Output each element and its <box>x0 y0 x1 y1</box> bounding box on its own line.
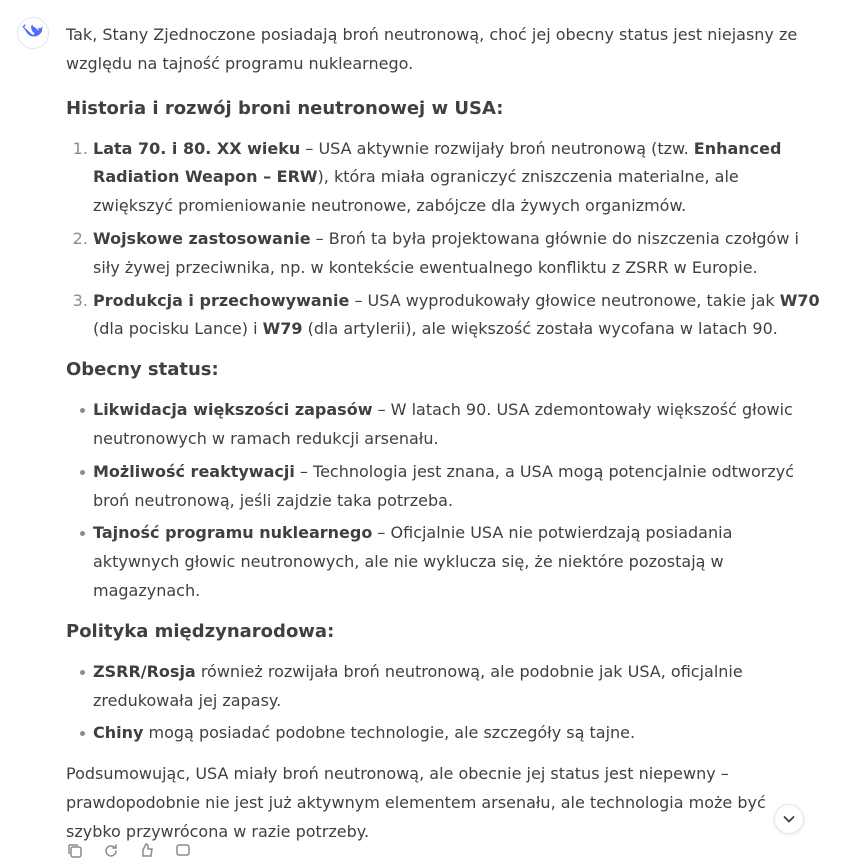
deepseek-whale-icon <box>22 24 44 42</box>
copy-icon[interactable] <box>66 842 84 860</box>
list-item-text: ), która miała ograniczyć zniszczenia materialne, ale zwiększyć promieniowanie neutronowe, zabójcze dla żywych organizmów. <box>93 167 739 216</box>
list-item-text: (dla artylerii), ale większość została wycofana w latach 90. <box>302 319 778 339</box>
list-item-bold: ZSRR/Rosja <box>93 661 196 681</box>
list-item-text: również rozwijała broń neutronową, ale podobnie jak USA, oficjalnie zredukowała jej zapasy. <box>93 661 743 710</box>
regenerate-icon[interactable] <box>102 842 120 860</box>
intro-paragraph: Tak, Stany Zjednoczone posiadają broń neutronową, choć jej obecny status jest niejasny ze względu na tajność programu nuklearnego. <box>66 25 798 73</box>
list-item <box>93 519 822 605</box>
list-item-bold: Lata 70. i 80. XX wieku <box>93 138 301 158</box>
list-item <box>93 458 822 516</box>
list-item-text: – W latach 90. USA zdemontowały większość głowic neutronowych w ramach redukcji arsenału. <box>93 400 793 448</box>
thumbs-up-icon[interactable] <box>138 842 156 860</box>
list-item-text: – USA wyprodukowały głowice neutronowe, takie jak <box>349 290 780 310</box>
message-actions <box>66 842 192 860</box>
list-item-bold: Możliwość reaktywacji <box>93 461 295 481</box>
assistant-message <box>66 21 822 847</box>
list-item-text: – Technologia jest znana, a USA mogą potencjalnie odtworzyć broń neutronową, jeśli zajdzie taka potrzeba. <box>93 461 795 510</box>
scroll-to-bottom-button[interactable] <box>774 804 804 834</box>
list-item-text: mogą posiadać podobne technologie, ale szczegóły są tajne. <box>143 723 636 743</box>
list-item <box>93 719 822 748</box>
list-item-bold: Enhanced Radiation Weapon – ERW <box>93 138 782 187</box>
list-item-bold: Likwidacja większości zapasów <box>93 400 373 420</box>
thumbs-down-icon[interactable] <box>174 842 192 860</box>
list-item-bold: W70 <box>779 290 820 310</box>
section-heading-status: Obecny status: <box>66 359 219 381</box>
list-item <box>93 658 822 716</box>
summary-paragraph: Podsumowując, USA miały broń neutronową, ale obecnie jej status jest niepewny – prawdopodobnie nie jest już aktywnym elementem arsenału, ale technologia może być szybko przywrócona w razie potrzeby. <box>66 764 766 841</box>
list-item-text: – Oficjalnie USA nie potwierdzają posiadania aktywnych głowic neutronowych, ale nie wyklucza się, że niektóre pozostają w magazynach. <box>93 523 733 600</box>
list-item-text: (dla pocisku Lance) i <box>93 319 263 339</box>
chevron-down-icon <box>782 812 796 826</box>
list-item <box>93 287 822 345</box>
policy-list <box>66 658 822 748</box>
list-item-text: – USA aktywnie rozwijały broń neutronową (tzw. <box>300 138 694 158</box>
list-item <box>93 396 822 454</box>
assistant-avatar <box>17 17 49 49</box>
list-item-bold: W79 <box>262 319 303 339</box>
list-item-text: – Broń ta była projektowana głównie do niszczenia czołgów i siły żywej przeciwnika, np. w kontekście ewentualnego konfliktu z ZSRR w Europie. <box>93 228 799 277</box>
list-item-bold: Wojskowe zastosowanie <box>93 228 311 248</box>
history-list <box>66 135 822 345</box>
status-list <box>66 396 822 606</box>
list-item-bold: Tajność programu nuklearnego <box>93 523 373 543</box>
list-item-bold: Chiny <box>93 723 144 743</box>
list-item-bold: Produkcja i przechowywanie <box>93 290 350 310</box>
section-heading-policy: Polityka międzynarodowa: <box>66 620 335 642</box>
list-item <box>93 225 822 283</box>
list-item <box>93 135 822 221</box>
section-heading-history: Historia i rozwój broni neutronowej w USA: <box>66 97 504 119</box>
